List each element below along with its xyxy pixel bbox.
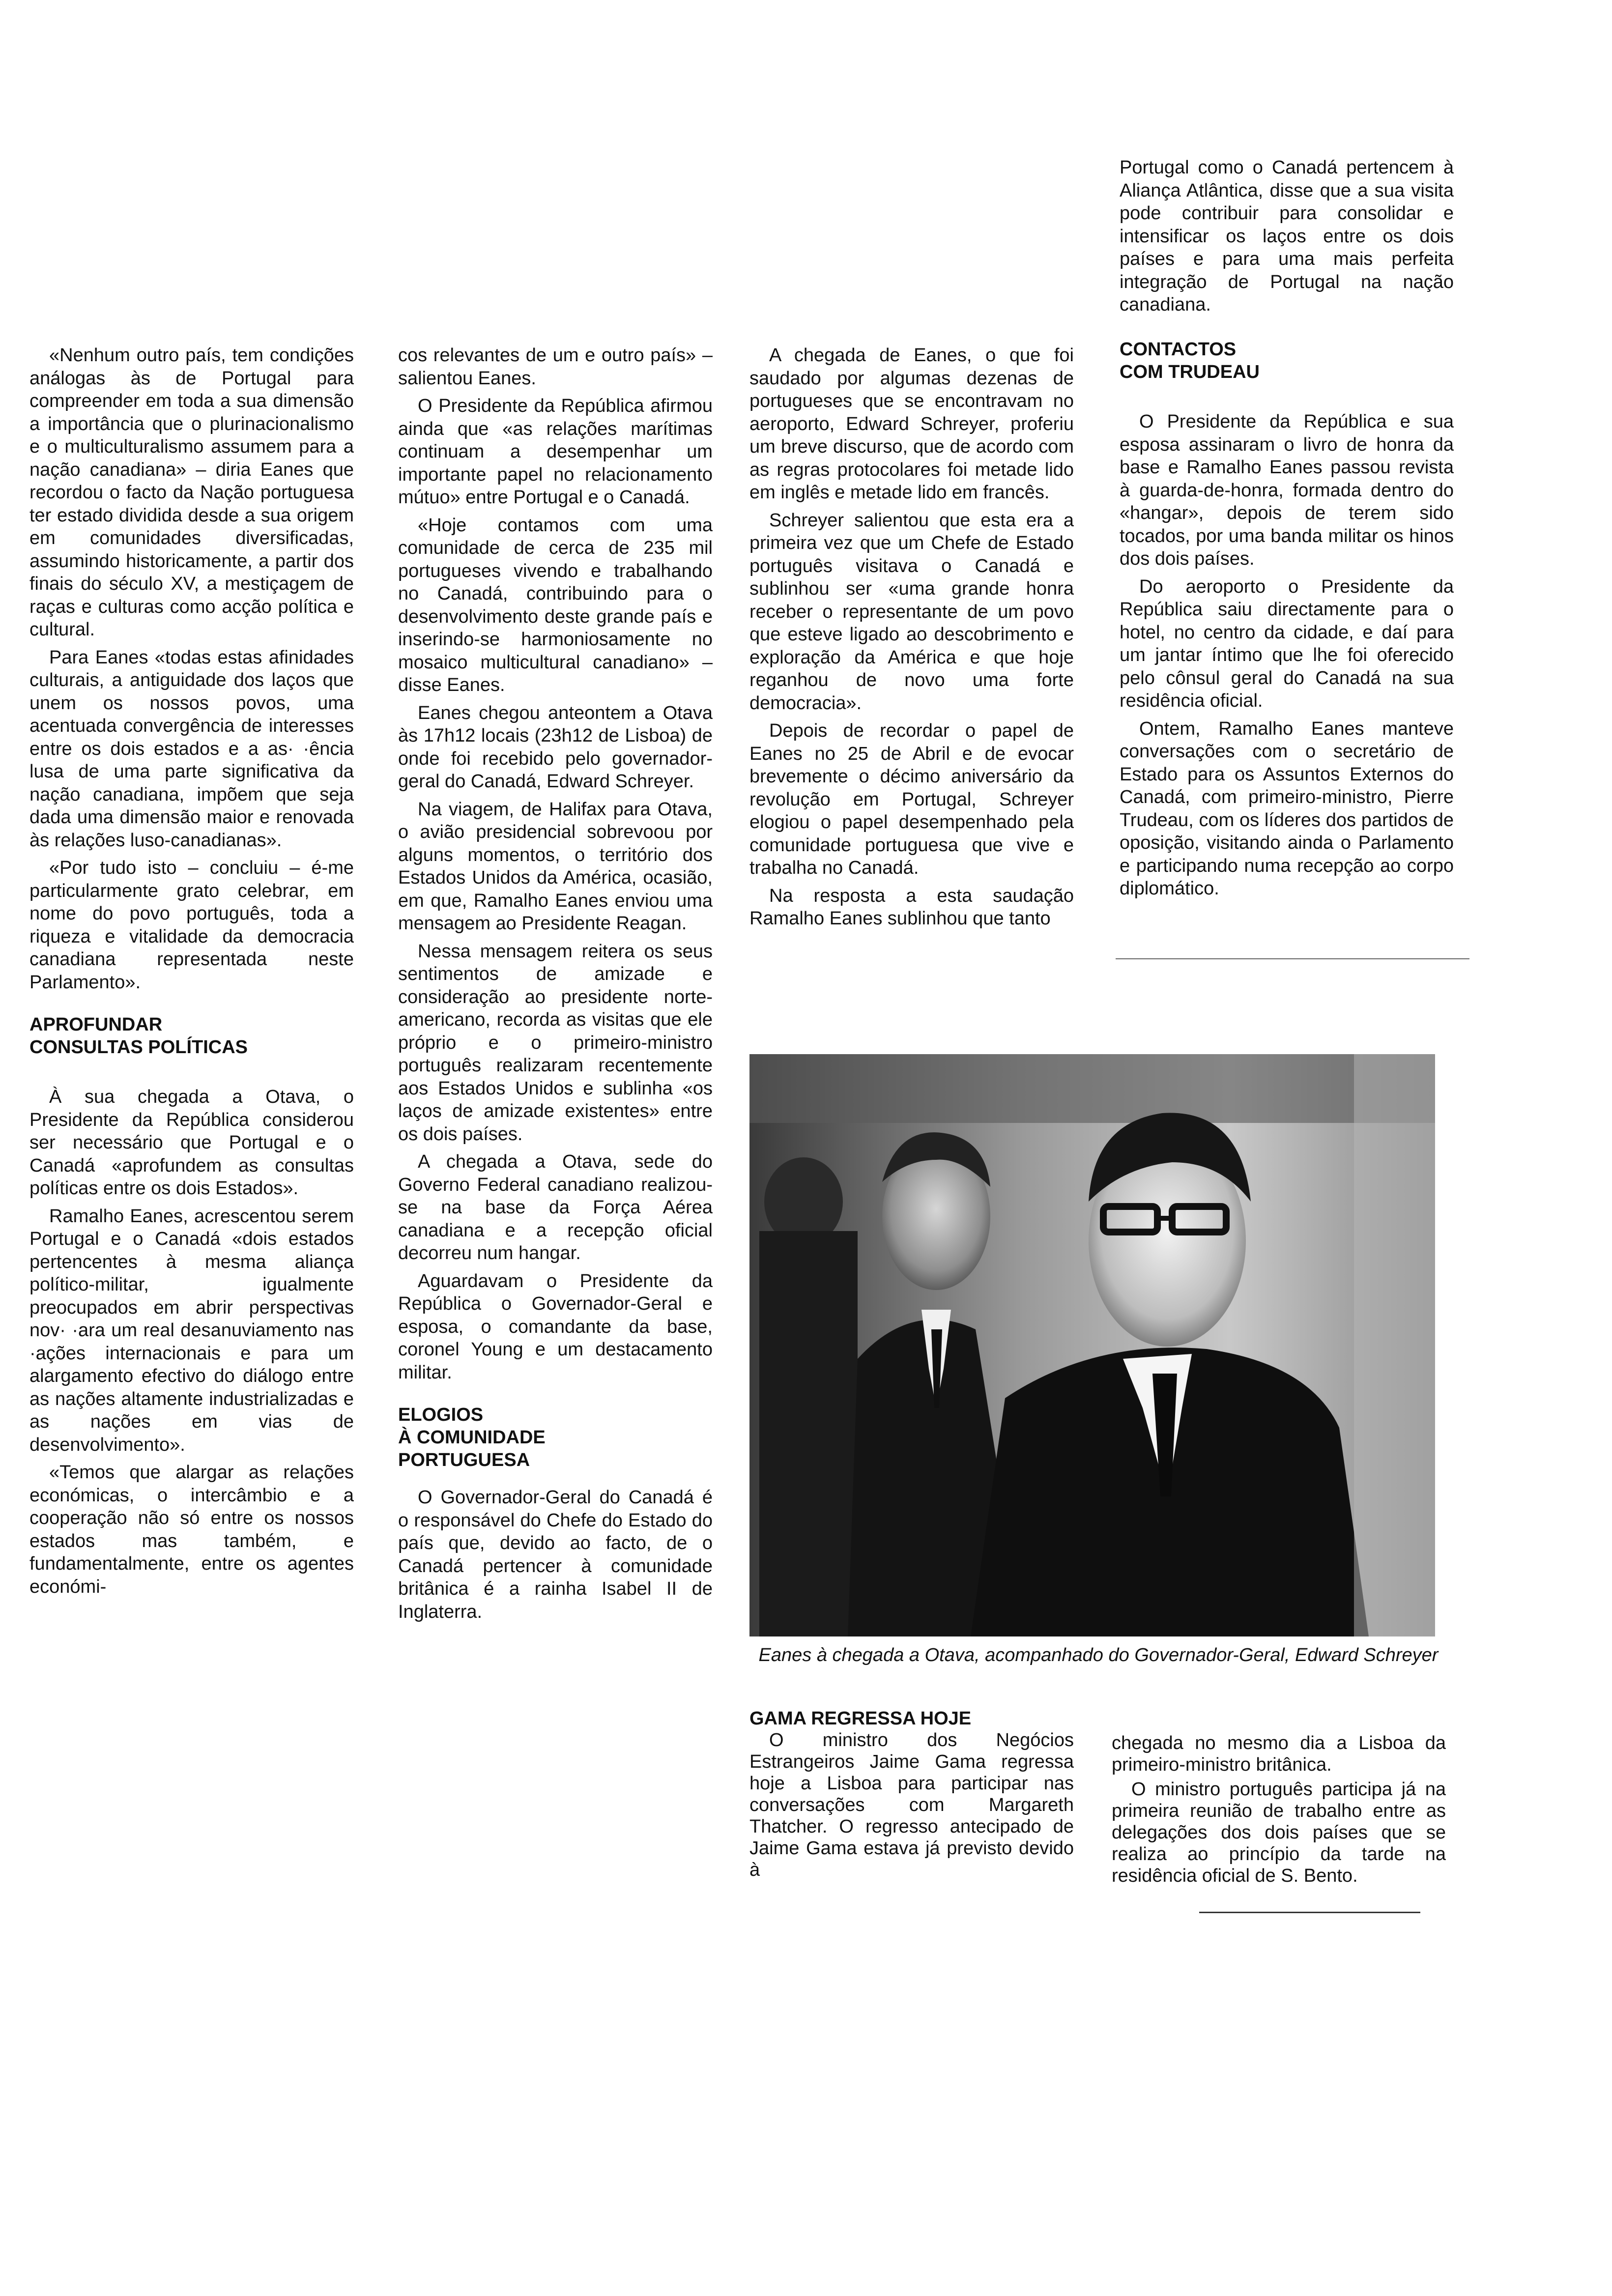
column-2	[398, 344, 713, 1628]
column-4	[1120, 338, 1454, 905]
paragraph: Aguardavam o Presidente da República o Governador-Geral e esposa, o comandante da base, coronel Young e um destacamento militar.	[398, 1270, 713, 1383]
paragraph: «Hoje contamos com uma comunidade de cerca de 235 mil portugueses vivendo e trabalhando no Canadá, contribuindo para o desenvolvimento deste grande país e inserindo-se harmoniosamente no mosaico multicultural canadiano» – disse Eanes.	[398, 515, 713, 695]
column-1	[29, 344, 354, 1603]
heading-line: PORTUGUESA	[398, 1450, 530, 1470]
paragraph: Depois de recordar o papel de Eanes no 25 de Abril e de evocar brevemente o décimo aniversário da revolução em Portugal, Schreyer elogiou o papel desempenhado pela comunidade portuguesa que vive e trabalha no Canadá.	[749, 720, 1074, 878]
article-end-rule	[1199, 1912, 1420, 1913]
column-end-rule	[1116, 958, 1469, 959]
paragraph: O ministro português participa já na primeira reunião de trabalho entre as delegações dos dois países que se realiza ao princípio da tarde na residência oficial de S. Bento.	[1112, 1779, 1446, 1886]
paragraph: «Nenhum outro país, tem condições análogas às de Portugal para compreender em toda a sua dimensão a importância que o plurinacionalismo e o multiculturalismo assumem para a nação canadiana» – diria Eanes que recordou o facto da Nação portuguesa ter estado dividida desde a sua origem em comunidades diversificadas, assumindo historicamente, a partir dos finais do século XV, a mestiçagem de raças e culturas como acção política e cultural.	[29, 345, 354, 640]
paragraph: À sua chegada a Otava, o Presidente da República considerou ser necessário que Portugal e o Canadá «aprofundem as consultas políticas entre os dois Estados».	[29, 1087, 354, 1199]
heading-line: À COMUNIDADE	[398, 1427, 546, 1448]
paragraph: O ministro dos Negócios Estrangeiros Jaime Gama regressa hoje a Lisboa para participar nas conversações com Margareth Thatcher. O regresso antecipado de Jaime Gama estava já previsto devido à	[749, 1730, 1074, 1880]
column-4-top	[1120, 156, 1454, 321]
gama-article	[749, 1708, 1074, 1881]
photo-caption: Eanes à chegada a Otava, acompanhado do Governador-Geral, Edward Schreyer	[758, 1645, 1439, 1665]
paragraph: cos relevantes de um e outro país» – salientou Eanes.	[398, 345, 713, 389]
paragraph: chegada no mesmo dia a Lisboa da primeiro-ministro britânica.	[1112, 1733, 1446, 1775]
paragraph: A chegada de Eanes, o que foi saudado por algumas dezenas de portugueses que se encontravam no aeroporto, Edward Schreyer, proferiu um breve discurso, que de acordo com as regras protocolares foi metade lido em inglês e metade lido em francês.	[749, 345, 1074, 503]
paragraph: Schreyer salientou que esta era a primeira vez que um Chefe de Estado português visitava o Canadá e sublinhou ser «uma grande honra receber o representante de um povo que esteve ligado ao descobrimento e exploração da América e que hoje reganhou de novo uma forte democracia».	[749, 510, 1074, 714]
paragraph: O Presidente da República e sua esposa assinaram o livro de honra da base e Ramalho Eanes passou revista à guarda-de-honra, formada dentro do «hangar», depois de terem sido tocados, por uma banda militar os hinos dos dois países.	[1120, 411, 1454, 569]
paragraph: «Temos que alargar as relações económicas, o intercâmbio e a cooperação não só entre os nossos estados mas também, e fundamentalmente, entre os agentes económi-	[29, 1462, 354, 1597]
paragraph: Nessa mensagem reitera os seus sentimentos de amizade e consideração ao presidente norte-americano, recorda as visitas que ele próprio e o primeiro-ministro português realizaram recentemente aos Estados Unidos e sublinha «os laços de amizade existentes» entre os dois países.	[398, 941, 713, 1145]
paragraph: O Presidente da República afirmou ainda que «as relações marítimas continuam a desempenhar um importante papel no relacionamento mútuo» entre Portugal e o Canadá.	[398, 396, 713, 508]
paragraph: Ontem, Ramalho Eanes manteve conversações com o secretário de Estado para os Assuntos Externos do Canadá, com primeiro-ministro, Pierre Trudeau, com os líderes dos partidos de oposição, visitando ainda o Parlamento e participando numa recepção ao corpo diplomático.	[1120, 718, 1454, 899]
paragraph: «Por tudo isto – concluiu – é-me particularmente grato celebrar, em nome do povo português, toda a riqueza e vitalidade da democracia canadiana representada neste Parlamento».	[29, 858, 354, 993]
heading-line: APROFUNDAR	[29, 1014, 163, 1035]
paragraph: Na resposta a esta saudação Ramalho Eanes sublinhou que tanto	[749, 885, 1074, 929]
paragraph: Portugal como o Canadá pertencem à Aliança Atlântica, disse que a sua visita pode contribuir para consolidar e intensificar os laços entre os dois países e para uma mais perfeita integração de Portugal na nação canadiana.	[1120, 157, 1454, 315]
photo-illustration	[749, 1054, 1435, 1636]
heading-line: COM TRUDEAU	[1120, 362, 1260, 382]
section-heading-elogios	[398, 1404, 713, 1471]
section-heading-contactos	[1120, 338, 1454, 383]
paragraph: Do aeroporto o Presidente da República saiu directamente para o hotel, no centro da cidade, e daí para um jantar íntimo que lhe foi oferecido pelo cônsul geral do Canadá na sua residência oficial.	[1120, 576, 1454, 711]
paragraph: Para Eanes «todas estas afinidades culturais, a antiguidade dos laços que unem os nossos povos, uma acentuada convergência de interesses entre os dois estados e a as· ·ência lusa de uma parte significativa da nação canadiana, impõem que seja dada uma dimensão maior e renovada às relações luso-canadianas».	[29, 647, 354, 851]
gama-heading: GAMA REGRESSA HOJE	[749, 1708, 972, 1729]
paragraph: Na viagem, de Halifax para Otava, o avião presidencial sobrevoou por alguns momentos, o território dos Estados Unidos da América, ocasião, em que, Ramalho Eanes enviou uma mensagem ao Presidente Reagan.	[398, 799, 713, 934]
heading-line: CONSULTAS POLÍTICAS	[29, 1037, 248, 1058]
news-photo	[749, 1054, 1435, 1636]
heading-line: CONTACTOS	[1120, 339, 1237, 360]
column-3	[749, 344, 1074, 935]
heading-line: ELOGIOS	[398, 1405, 484, 1425]
section-heading-aprofundar	[29, 1013, 354, 1059]
paragraph: O Governador-Geral do Canadá é o responsável do Chefe do Estado do país que, devido ao facto, de o Canadá pertencer à comunidade britânica é a rainha Isabel II de Inglaterra.	[398, 1487, 713, 1622]
gama-article-continued	[1112, 1732, 1446, 1890]
paragraph: A chegada a Otava, sede do Governo Federal canadiano realizou-se na base da Força Aérea canadiana e a recepção oficial decorreu num hangar.	[398, 1151, 713, 1263]
paragraph: Ramalho Eanes, acrescentou serem Portugal e o Canadá «dois estados pertencentes à mesma aliança político-militar, igualmente preocupados em abrir perspectivas nov· ·ara um real desanuviamento nas ·ações internacionais e para um alargamento efectivo do diálogo entre as nações altamente industrializadas e as nações em vias de desenvolvimento».	[29, 1205, 354, 1455]
paragraph: Eanes chegou anteontem a Otava às 17h12 locais (23h12 de Lisboa) de onde foi recebido pelo governador-geral do Canadá, Edward Schreyer.	[398, 702, 713, 792]
